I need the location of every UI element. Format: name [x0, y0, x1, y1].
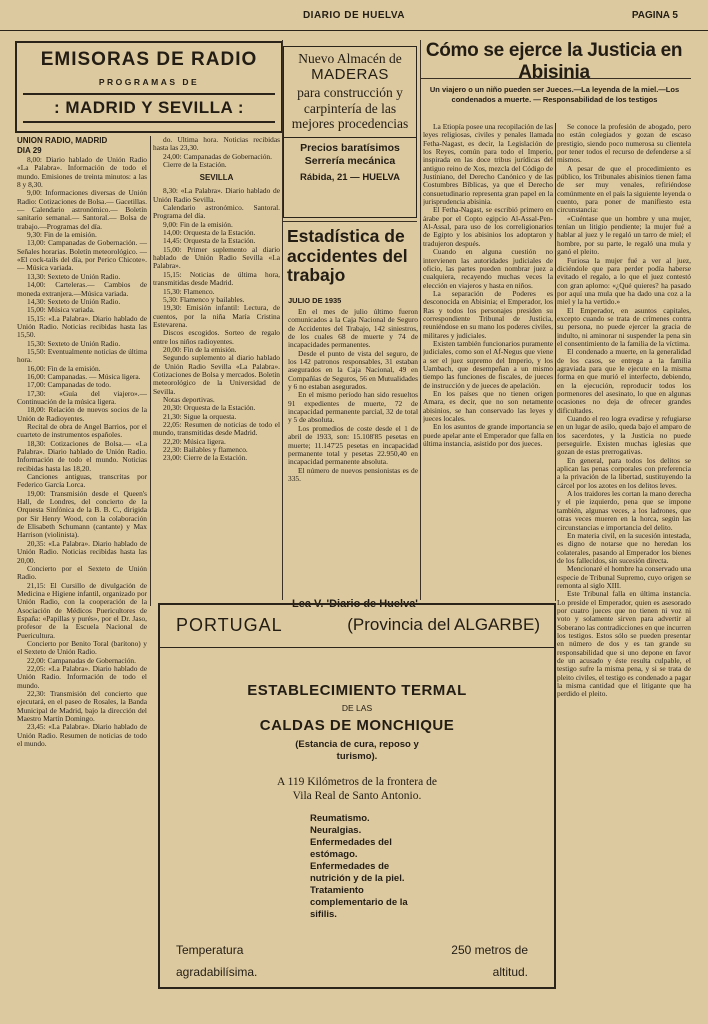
paragraph: 5,30: Flamenco y bailables. [163, 294, 245, 304]
paragraph: 22,30: Transmisión del concierto que ejecutará, en el paseo de Rosales, la Banda Municipal de Madrid, bajo la dirección del Maestro Martín Domingo. [17, 689, 147, 724]
estadistica-date: JULIO DE 1935 [288, 296, 342, 305]
paragraph: A pesar de que el procedimiento es público, los Tribunales abisinios tienen fama de ser muy venales, refiriéndose comúnmente en el país la siguiente leyenda o cuento, para poner de manifiesto esta circunstancia: [557, 163, 691, 215]
maderas-line5: Serrería mecánica [304, 154, 396, 167]
paragraph: 14,00: Carteleras.— Cambios de moneda extranjera.—Música variada. [17, 280, 147, 298]
paragraph: 23,00: Cierre de la Estación. [163, 453, 248, 463]
paragraph: A los traidores les cortan la mano derecha y el pie izquierdo, pena que se impone también, algunas veces, a los ladrones, que otras veces mueren en la horca, según las circunstancias e importancia del delito. [557, 489, 691, 532]
paragraph: 9,30: Fin de la emisión. [27, 230, 97, 240]
paragraph: DIA 29 [17, 146, 42, 155]
paragraph: 14,30: Sexteto de Unión Radio. [27, 296, 121, 306]
ad-treatment-item: Tratamiento complementario de la sifilis. [310, 885, 408, 920]
paragraph: Calendario astronómico. Santoral. Programa del día. [153, 203, 280, 221]
paragraph: 20,35: «La Palabra». Diario hablado de Unión Radio. Noticias recibidas hasta las 20,00. [17, 538, 147, 565]
paragraph: 18,00: Relación de nuevos socios de la Unión de Radioyentes. [17, 405, 147, 423]
paragraph: 16,00: Fin de la emisión. [27, 363, 101, 373]
paragraph: 24,00: Campanadas de Gobernación. [163, 151, 272, 161]
paragraph: Mencionaré el hombre ha conservado una especie de Tribunal Supremo, cuyo origen se remonta al siglo XIII. [557, 564, 691, 590]
ad-treatment-item: Enfermedades del estómago. [310, 837, 392, 860]
maderas-line3: para construcción y carpintería de las mejores procedencias [291, 85, 409, 131]
ad-temperature: Temperatura agradabilísima. [176, 943, 258, 979]
abisinia-column-2 [557, 123, 691, 1021]
paragraph: Cuando en alguna cuestión no intervienen las autoridades judiciales de oficio, las partes pueden nombrar juez a cualquiera, recayendo muchas veces la elección en viajeros y hasta en niños. [423, 247, 553, 290]
caldas-monchique-advertisement [158, 603, 556, 989]
paragraph: 14,45: Orquesta de la Estación. [163, 236, 256, 246]
paragraph: 22,20: Música ligera. [163, 436, 226, 446]
paragraph: En materia civil, en la sucesión intestada, es digno de notarse que no heredan los colaterales, pasando al Emperador los bienes de los fallecidos, sin sucesión directa. [557, 530, 691, 565]
paragraph: 19,00: Transmisión desde el Queen's Hall, de Londres, del concierto de la Orquesta Sinfónica de la B. B. C., dirigida por Sir Henry Wood, con la colaboración de Elisabeth Schumann (cantante) y Max Harrison (violinista). [17, 488, 147, 540]
paragraph: 15,15: Noticias de última hora, transmitidas desde Madrid. [153, 269, 280, 288]
paragraph: En el mismo período han sido resueltos 91 expedientes de muerte, 72 de incapacidad permanente parcial, 32 de total y 5 de absoluta. [288, 390, 418, 425]
ad-estancia: (Estancia de cura, reposo y turismo). [295, 739, 419, 762]
paragraph: 13,30: Sexteto de Unión Radio. [27, 271, 121, 281]
emisoras-cities: : MADRID Y SEVILLA : [23, 93, 275, 123]
paragraph: Segundo suplemento al diario hablado de Unión Radio Sevilla «La Palabra». Cotizaciones de Bolsa y mercados. Boletín meteorológico de la Universidad de Sevilla. [153, 353, 280, 396]
paragraph: 15,50: Eventualmente noticias de última hora. [17, 346, 147, 365]
ad-treatments-list [310, 813, 430, 921]
paragraph: El número de nuevos pensionistas es de 335. [288, 465, 418, 483]
paragraph: Recital de obra de Angel Barrios, por el cuarteto de instrumentos españoles. [17, 422, 147, 440]
paragraph: Concierto por el Sexteto de Unión Radio. [17, 563, 147, 582]
ad-establishment: ESTABLECIMIENTO TERMAL [247, 682, 467, 699]
paragraph: Notas deportivas. [163, 394, 215, 404]
newspaper-title: DIARIO DE HUELVA [302, 10, 406, 21]
paragraph: 8,00: Diario hablado de Unión Radio «La Palabra». Información de todo el mundo. Emisiones de treinta minutos: a las 8 y 8,30. [17, 155, 147, 190]
section-rule [283, 221, 417, 222]
ad-treatment-item: Neuralgias. [310, 825, 362, 836]
maderas-line1: Nuevo Almacén de [298, 51, 402, 66]
ad-separator [160, 647, 554, 648]
maderas-prices [284, 137, 416, 168]
paragraph: 15,15: «La Palabra». Diario hablado de Unión Radio. Noticias recibidas hasta las 15,50. [17, 313, 147, 340]
paragraph: En los asuntos de grande importancia se puede apelar ante el Emperador que falla en última instancia, asistido por dos jueces. [423, 422, 553, 449]
estadistica-body [288, 308, 418, 590]
paragraph: Desde el punto de vista del seguro, de los 142 patronos responsables, 31 estaban asegurados en la Caja Nacional, 49 en Compañías de Seguros, 56 en Mutualidades y 6 no estaban asegurados. [288, 348, 418, 392]
paragraph: 9,00: Informaciones diversas de Unión Radio: Cotizaciones de Bolsa.— Gacetillas.— Calendario astronómico.— Boletín sanitario semanal.— Santoral.— Bolsa de trabajo.—Programas del día. [17, 188, 147, 231]
paragraph: El Emperador, en asuntos capitales, excepto cuando se trata de crímenes contra su persona, no puede ejercer la gracia de indulto, ni aminorar ni suspender la pena sin el consentimiento de la familia de la víctima. [557, 305, 691, 348]
paragraph: 19,30: Emisión infantil: Lectura, de cuentos, por la niña María Cristina Estevarena. [153, 303, 280, 329]
ad-altitude: 250 metros de altitud. [451, 943, 528, 979]
paragraph: 14,00: Orquesta de la Estación. [163, 228, 256, 238]
paragraph: Los promedios de coste desde el 1 de abril de 1933, son: 15.108'85 pesetas en muerte; 11.147'25 pesetas en incapacidad permanente total y pesetas 22.950,40 en incapacidad permanente absoluta. [288, 423, 418, 467]
paragraph: SEVILLA [199, 173, 234, 183]
paragraph: Canciones antiguas, transcritas por Federico García Lorca. [17, 472, 147, 490]
paragraph: El Fetha-Nagast, se escribió primero en árabe por el Copto egipcio Al-Assal-Pen-Al-Assal, para uso de los correligionarios de Egipto y los abisinios los adoptaron y tradujeron después. [423, 205, 553, 248]
paragraph: 23,45: «La Palabra». Diario hablado de Unión Radio. Resumen de noticias de todo el mundo. [17, 722, 147, 749]
abisinia-headline: Cómo se ejerce la Justicia en Abisinia [425, 40, 683, 83]
paragraph: 20,30: Orquesta de la Estación. [163, 403, 256, 413]
paragraph: En el mes de julio último fueron comunicados a la Caja Nacional de Seguro de Accidentes del Trabajo, 142 siniestros, de los cuales 68 de muerte y 74 de incapacidades permanentes. [288, 308, 418, 350]
paragraph: 13,00: Campanadas de Gobernación. —Señales horarias. Boletín meteorológico. — «El cock-tails del día, por Perico Chicote». — Música variada. [17, 238, 147, 273]
paragraph: Existen también funcionarios puramente judiciales, como son el Af-Negus que viene a ser el juez supremo del Imperio, y los Uambach, que desempeñan a un mismo tiempo las funciones de fiscales, de jueces de instrucción y de jueces de apelación. [423, 338, 553, 390]
column-rule [150, 136, 151, 606]
paragraph: Concierto por Benito Toral (barítono) y el Sexteto de Unión Radio. [17, 638, 147, 657]
running-header [0, 4, 708, 31]
paragraph: La separación de Poderes es desconocida en Abisinia; el Emperador, los Ras y todos los personajes presiden su correspondiente Tribunal de Justicia, reuniéndose en su mano los poderes civiles, militares y judiciales. [423, 288, 553, 340]
paragraph: 22,30: Bailables y flamenco. [163, 445, 248, 455]
paragraph: 15,30: Flamenco. [163, 286, 215, 296]
radio-column-1 [17, 136, 147, 1021]
emisoras-title: EMISORAS DE RADIO [40, 49, 258, 70]
paragraph: 15,30: Sexteto de Unión Radio. [27, 338, 121, 348]
maderas-line2: MADERAS [311, 66, 389, 83]
ad-treatment-item: Reumatismo. [310, 813, 370, 824]
paragraph: Este Tribunal falla en última instancia. Lo preside el Emperador, quien es asesorado por cuatro jueces que no tienen ni voz ni voto y solamente sirven para advertir al Soberano las contradicciones en que incurren los testigos. Estos sólo se pueden presentar en número de dos y es tan grande su responsabilidad que si uno depone en favor de un acusado y éste resulta culpable, el testigo sufre la misma pena, y si se trata de pleito civiles, el testigo es condenado a pagar la misma cantidad que el litigante que ha perdido el pleito. [557, 589, 691, 699]
paragraph: «Cuéntase que un hombre y una mujer, tenían un litigio pendiente; la mujer fué a hablar al juez y le regaló un tarro de miel; el hombre, por su parte, le regaló una mula y ganó el pleito. [557, 213, 691, 257]
abisinia-subheadline: Un viajero o un niño pueden ser Jueces.—La leyenda de la miel.—Los condenados a muerte. — Responsabilidad de los testigos [429, 85, 680, 104]
paragraph: 8,30: «La Palabra». Diario hablado de Unión Radio Sevilla. [153, 186, 280, 204]
maderas-address: Rábida, 21 — HUELVA [300, 171, 400, 183]
paragraph: 15,00: Primer suplemento al diario hablado de Unión Radio Sevilla «La Palabra». [153, 244, 280, 271]
abisinia-column-1 [423, 123, 553, 601]
paragraph: 17,30: «Guía del viajero».— Continuación de la música ligera. [17, 388, 147, 406]
paragraph: Se conoce la profesión de abogado, pero no están colegiados y gozan de escaso prestigio, siendo poco numerosa su clientela por tener todos el recurso de defenderse a sí mismos. [557, 123, 691, 165]
paragraph: 15,00: Música variada. [27, 305, 95, 315]
column-rule [420, 40, 421, 600]
paragraph: 21,30: Sigue la orquesta. [163, 411, 237, 421]
paragraph: 17,00: Campanadas de todo. [27, 380, 111, 390]
paragraph: Discos escogidos. Sorteo de regalo entre los niños radioyentes. [153, 328, 280, 346]
paragraph: UNION RADIO, MADRID [17, 136, 108, 145]
paragraph: En los países que no tienen origen Amara, es decir, que no son netamente abisinios, se han conservado las leyes y jueces locales. [423, 389, 553, 424]
lea-diario-slogan: Lea V. 'Diario de Huelva' [292, 598, 418, 610]
paragraph: En general, para todos los delitos se aplican las penas corporales con preferencia a la privación de la libertad, sustituyendo la cárcel por los azotes en los delitos leves. [557, 455, 691, 490]
column-rule [555, 123, 556, 601]
paragraph: Cierre de la Estación. [163, 160, 227, 170]
paragraph: La Etiopía posee una recopilación de las leyes religiosas, civiles y penales llamada Fetha-Nagast, es decir, la Legislación de los Reyes, común para todo el Imperio, inspirada en las doce tribus jurídicas del antiguo reino de Xos, mezcla del Código de Justiniano, del Derecho Canónico y de las Costumbres Bíblicas, ya que el Derecho consuetudinario representa gran papel en la jurisprudencia abisinia. [423, 123, 553, 207]
paragraph: 16,00: Campanadas. — Música ligera. [27, 371, 141, 381]
ad-caldas-title: CALDAS DE MONCHIQUE [259, 717, 455, 734]
paragraph: Furiosa la mujer fué a ver al juez, diciéndole que para perder podía haberse evitado el regalo, a lo que el juez contestó con gran aplomo: «¿Qué quieres? ha pasado por aquí una mula que ha dado una coz a la miel y la ha vertido.» [557, 255, 691, 307]
maderas-line4: Precios baratísimos [300, 141, 400, 154]
ad-country: PORTUGAL [176, 615, 283, 635]
ad-province: (Provincia del ALGARBE) [347, 615, 540, 634]
page-number: PAGINA 5 [631, 10, 678, 21]
ad-de-las: DE LAS [341, 703, 373, 713]
emisoras-heading-box [15, 41, 283, 133]
headline-rule [421, 78, 691, 79]
paragraph: 22,00: Campanadas de Gobernación. [27, 655, 136, 665]
ad-treatment-item: Enfermedades de nutrición y de la piel. [310, 861, 405, 884]
paragraph: Cuando el reo logra evadirse y refugiarse en un lugar de asilo, queda bajo el amparo de los sacerdotes, y la Justicia no puede perseguirle. Existen muchas iglesias que gozan de estas prerrogativas. [557, 414, 691, 457]
paragraph: 22,05: Resumen de noticias de todo el mundo, transmitidas desde Madrid. [153, 420, 280, 438]
paragraph: 9,00: Fin de la emisión. [163, 219, 233, 229]
paragraph: do. Ultima hora. Noticias recibidas hasta las 23,30. [153, 136, 280, 153]
paragraph: 21,15: El Cursillo de divulgación de Medicina e Higiene infantil, organizado por Unión Radio, con la cooperación de la Asociación de Médicos Puericultores de España: «Papillas y purés», por el Dr. Jaso, profesor de la Escuela Nacional de Puericultura. [17, 580, 147, 640]
paragraph: 18,30: Cotizaciones de Bolsa.— «La Palabra». Diario hablado de Unión Radio. Información de todo el mundo. Noticias recibidas hasta las 18,20. [17, 438, 147, 473]
maderas-advertisement [283, 46, 417, 218]
paragraph: El condenado a muerte, en la generalidad de los casos, se entrega a la familia agraviada para que le ejecute en la misma forma en que murió el interfecto, debiendo, en la ejecución, reproducir todos los pormenores del asesinato, lo que en algunas ocasiones no deja de ofrecer grandes dificultades. [557, 347, 691, 415]
paragraph: 20,00: Fin de la emisión. [163, 344, 237, 354]
emisoras-subtitle: PROGRAMAS DE [98, 77, 200, 87]
radio-column-2 [153, 136, 280, 598]
estadistica-headline: Estadística de accidentes del trabajo [287, 226, 408, 285]
paragraph: 22,05: «La Palabra». Diario hablado de Unión Radio. Información de todo el mundo. [17, 663, 147, 690]
ad-distance: A 119 Kilómetros de la frontera de Vila Real de Santo Antonio. [277, 776, 437, 802]
